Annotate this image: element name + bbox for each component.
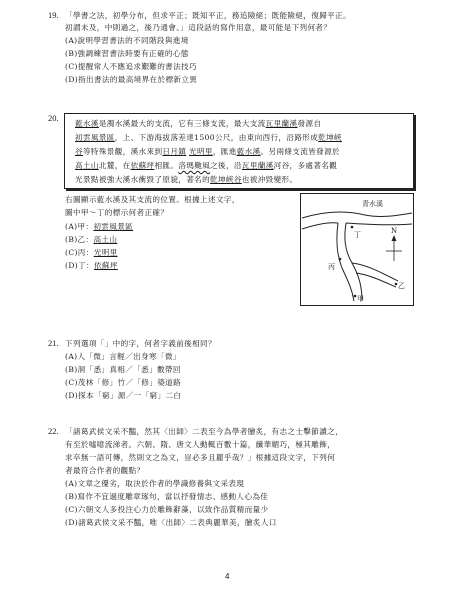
q20-option-a: (A)甲：初雲風景區 xyxy=(65,222,134,231)
q20-option-d: (D)丁：依蘇坪 xyxy=(65,261,118,270)
q21-option-a: (A)人「微」言輕／出身寒「微」 xyxy=(65,352,181,361)
q19-option-c: (C)提醒常人不應追求艱難的書法技巧 xyxy=(65,62,197,71)
marker-bing-dot xyxy=(339,258,342,261)
passage-line-1: 藍水溪是濁水溪最大的支流，它有三條支流，最大支流瓦里蘭溪發源自 xyxy=(75,119,322,128)
q19-option-b: (B)強調練習書法時要有正確的心態 xyxy=(65,49,189,58)
q21-number: 21. xyxy=(48,338,59,348)
marker-ding-dot xyxy=(351,226,354,229)
term-lanshui-river: 藍水溪 xyxy=(75,119,99,128)
q21-option-d: (D)探本「窮」源／一「窮」二白 xyxy=(65,391,182,400)
q21-option-b: (B)洞「悉」真相／「悉」數帶回 xyxy=(65,365,181,374)
passage-line-3: 谷等特殊景觀，溪水來到日月鎮 光明里，匯進藍水溪。另兩條支流皆發源於 xyxy=(75,147,340,156)
q19-option-d: (D)指出書法的最高境界在於標新立異 xyxy=(65,75,198,84)
q20-option-b: (B)乙：高土山 xyxy=(65,235,118,244)
q22-option-c: (C)六朝文人多投注心力於雕飾辭藻，以致作品質精而量少 xyxy=(65,505,269,514)
marker-jia-label: 甲 xyxy=(357,295,364,303)
marker-yi-dot xyxy=(395,283,398,286)
marker-ding-label: 丁 xyxy=(354,231,361,239)
term-chuyun-scenic-area: 初雲風景區 xyxy=(75,133,115,142)
passage-line-4: 高土山北麓，在依蘇坪相匯。洛瑪颱風之後，沿瓦里蘭溪河谷，多處著名觀 xyxy=(75,161,338,170)
marker-jia-dot xyxy=(354,295,357,298)
term-guangming-village: 光明里 xyxy=(189,147,213,156)
q22-stem-line-3: 求卒無一語可傳，然則文之為文，豈必多且麗乎哉？」根據這段文字，下列何 xyxy=(65,453,336,462)
q22-option-b: (B)寫作不宜過度雕章琢句，當以抒發情志、感動人心為佳 xyxy=(65,492,269,501)
marker-bing-label: 丙 xyxy=(328,263,335,271)
north-label: N xyxy=(391,227,398,235)
passage-line-5: 光景點被強大溪水衝毀了原貌，著名的乾坤峽谷也被沖毀變形。 xyxy=(75,175,298,184)
map-river-label: 青水溪 xyxy=(362,200,383,208)
river-map xyxy=(300,193,414,306)
q19-number: 19. xyxy=(48,10,59,20)
passage-line-2: 初雲風景區，上、下游海拔落差達1500公尺，由東向西行，沿路形成乾坤峽 xyxy=(75,133,342,142)
term-luoma-typhoon: 洛瑪颱風 xyxy=(178,161,211,170)
q21-stem: 下列選項「」中的字，何者字義前後相同？ xyxy=(65,339,216,348)
q19-option-a: (A)說明學習書法的不同階段與進境 xyxy=(65,36,189,45)
q20-passage-box xyxy=(64,113,414,189)
q22-number: 22. xyxy=(48,426,59,436)
q22-stem-line-2: 有至於噓噫流涕者。六朝、隋、唐文人動輒百數十篇，纖華媚巧，極其雕飾， xyxy=(65,440,336,449)
q22-option-a: (A)文章之優劣，取決於作者的學識修養與文采表現 xyxy=(65,479,245,488)
marker-yi-label: 乙 xyxy=(398,282,405,290)
page-number: 4 xyxy=(225,572,230,581)
term-qiankun-gorge: 乾坤峽 xyxy=(318,133,342,142)
q22-option-d: (D)諸葛武侯文采不豔，唯〈出師〉二表典麗華美，膾炙人口 xyxy=(65,518,277,527)
term-gaotu-mountain: 高土山 xyxy=(75,161,99,170)
map-frame xyxy=(301,194,414,306)
term-walilan-river: 瓦里蘭溪 xyxy=(265,119,298,128)
q21-option-c: (C)茂林「修」竹／「修」築道路 xyxy=(65,378,182,387)
q20-option-c: (C)丙：光明里 xyxy=(65,248,118,257)
term-yisu-ping: 依蘇坪 xyxy=(130,161,155,170)
q19-stem-line-1: 「學書之法，初學分布，但求平正；既知平正，務追險絕；既能險絕，復歸平正。 xyxy=(65,11,351,20)
q20-stem-line-2: 圖中甲～丁的標示何者正確？ xyxy=(65,208,169,217)
q20-number: 20. xyxy=(48,113,59,123)
term-riyue-town: 日月鎮 xyxy=(162,147,187,156)
q20-stem-line-1: 右圖顯示藍水溪及其支流的位置。根據上述文字， xyxy=(65,195,240,204)
q19-stem-line-2: 初謂未及，中則過之，後乃通會。」這段話的寫作用意，最可能是下列何者？ xyxy=(65,23,332,32)
q22-stem-line-1: 「諸葛武侯文采不豔，然其〈出師〉二表至今為學者膾炙，有志之士擊節讀之， xyxy=(65,427,344,436)
q22-stem-line-4: 者最符合作者的觀點？ xyxy=(65,466,145,475)
